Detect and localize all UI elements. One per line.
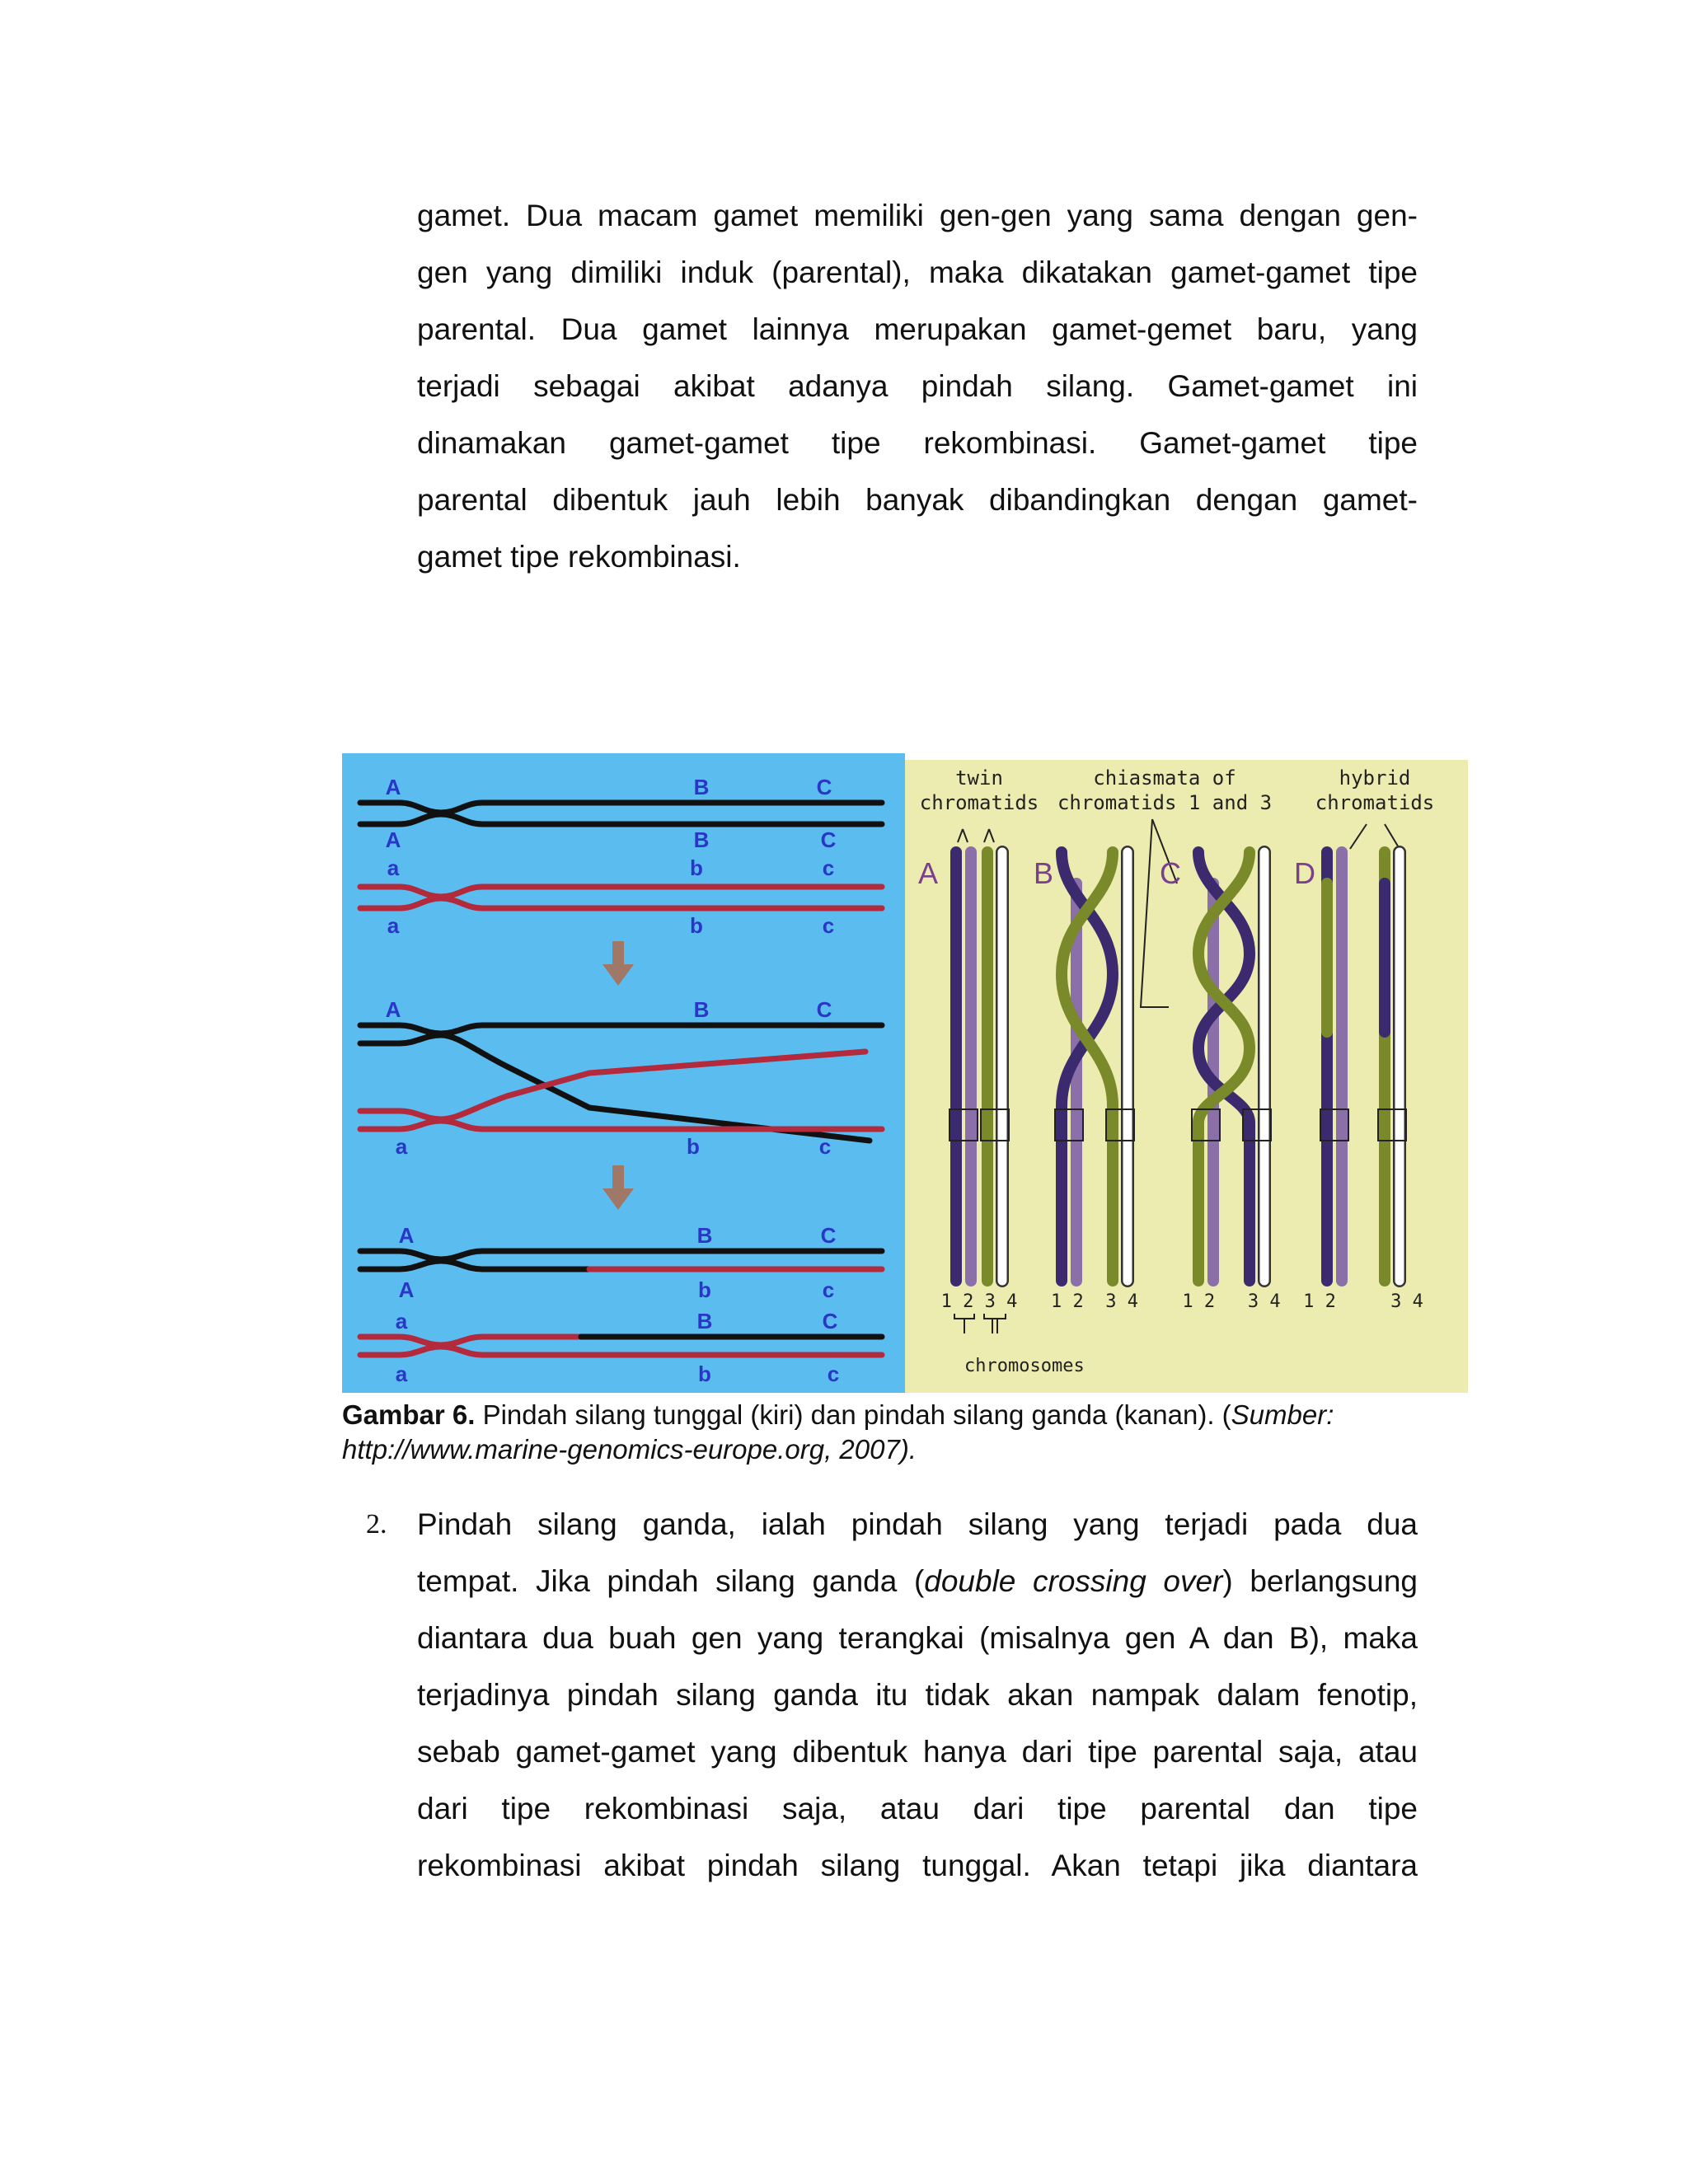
paragraph-line: diantara dua buah gen yang terangkai (misalnya gen A dan B), maka: [417, 1621, 1418, 1655]
label-twin: twin: [955, 766, 1003, 790]
caption-text: Pindah silang tunggal (kiri) dan pindah silang ganda (kanan). (: [475, 1399, 1231, 1430]
paragraph-line: gen yang dimiliki induk (parental), maka dikatakan gamet-gamet tipe: [417, 255, 1418, 289]
label-hybrid: hybrid: [1339, 766, 1411, 790]
panel-letter: D: [1294, 856, 1315, 890]
gene-label: C: [822, 1309, 838, 1333]
gene-label: c: [822, 913, 835, 938]
gene-label: A: [398, 1223, 415, 1248]
caption-line: [342, 1398, 1468, 1432]
chromatid-numbers: 1 2 3 4: [940, 1291, 1018, 1312]
gene-label: c: [818, 1134, 832, 1159]
gene-label: A: [385, 775, 401, 799]
gene-label: a: [395, 1361, 408, 1386]
paragraph-line: parental. Dua gamet lainnya merupakan gamet-gemet baru, yang: [417, 312, 1418, 346]
figure-6: [342, 753, 1468, 1393]
paragraph-line: rekombinasi akibat pindah silang tunggal. Akan tetapi jika diantara: [417, 1849, 1418, 1882]
text-run-italic: double crossing over: [924, 1564, 1223, 1598]
gene-label: b: [687, 1134, 700, 1159]
double-crossover-diagram: [905, 760, 1468, 1393]
paragraph-line: dinamakan gamet-gamet tipe rekombinasi. Gamet-gamet tipe: [417, 426, 1418, 460]
gene-label: B: [696, 1223, 713, 1248]
paragraph-line: [417, 1562, 1418, 1601]
gene-label: c: [827, 1361, 840, 1386]
chromatid-numbers: 1 2 3 4: [1182, 1291, 1281, 1312]
single-crossover-diagram: [342, 753, 905, 1393]
label-chromosomes: chromosomes: [964, 1356, 1085, 1376]
gene-label: a: [387, 913, 400, 938]
gene-label: C: [816, 775, 832, 799]
panel-letter: A: [917, 856, 939, 890]
label-chiasmata: chiasmata of: [1093, 766, 1236, 790]
paragraph-line: gamet. Dua macam gamet memiliki gen-gen yang sama dengan gen-: [417, 199, 1418, 232]
caption-label: Gambar 6.: [342, 1399, 476, 1430]
gene-label: A: [385, 997, 401, 1022]
chromatid-numbers: 1 2 3 4: [1051, 1291, 1138, 1312]
label-twin: chromatids: [919, 791, 1039, 814]
gene-label: b: [690, 913, 703, 938]
gene-label: C: [816, 997, 832, 1022]
gene-label: a: [395, 1309, 408, 1333]
gene-label: c: [822, 1277, 835, 1302]
gene-label: C: [820, 1223, 837, 1248]
gene-label: B: [696, 1309, 713, 1333]
text-run: tempat. Jika pindah silang ganda (: [417, 1564, 925, 1598]
gene-label: b: [690, 855, 703, 880]
label-chiasmata: chromatids 1 and 3: [1057, 791, 1273, 814]
panel-letter: C: [1160, 856, 1181, 890]
gene-label: A: [398, 1277, 415, 1302]
caption-source-label: Sumber:: [1231, 1399, 1334, 1430]
chromatid-numbers: 1 2 3 4: [1303, 1291, 1423, 1312]
panel-letter: B: [1033, 856, 1054, 890]
gene-label: B: [693, 997, 710, 1022]
gene-label: B: [693, 827, 710, 852]
gene-label: b: [698, 1277, 711, 1302]
label-hybrid: chromatids: [1315, 791, 1435, 814]
paragraph-line: gamet tipe rekombinasi.: [417, 540, 741, 574]
gene-label: a: [395, 1134, 408, 1159]
gene-label: A: [385, 827, 401, 852]
gene-label: B: [693, 775, 710, 799]
list-number: 2.: [366, 1509, 387, 1540]
paragraph-line: Pindah silang ganda, ialah pindah silang yang terjadi pada dua: [417, 1507, 1418, 1541]
paragraph-line: parental dibentuk jauh lebih banyak dibandingkan dengan gamet-: [417, 483, 1418, 517]
figure-caption: [342, 1398, 1468, 1467]
text-run: ) berlangsung: [1222, 1564, 1418, 1598]
paragraph-line: terjadi sebagai akibat adanya pindah silang. Gamet-gamet ini: [417, 369, 1418, 403]
gene-label: b: [698, 1361, 711, 1386]
caption-line: [342, 1432, 1468, 1467]
gene-label: C: [820, 827, 837, 852]
paragraph-line: terjadinya pindah silang ganda itu tidak akan nampak dalam fenotip,: [417, 1678, 1418, 1712]
paragraph-line: sebab gamet-gamet yang dibentuk hanya dari tipe parental saja, atau: [417, 1735, 1418, 1769]
caption-source-url: http://www.marine-genomics-europe.org, 2007).: [342, 1434, 917, 1465]
paragraph-line: dari tipe rekombinasi saja, atau dari tipe parental dan tipe: [417, 1792, 1418, 1825]
gene-label: a: [387, 855, 400, 880]
gene-label: c: [822, 855, 835, 880]
